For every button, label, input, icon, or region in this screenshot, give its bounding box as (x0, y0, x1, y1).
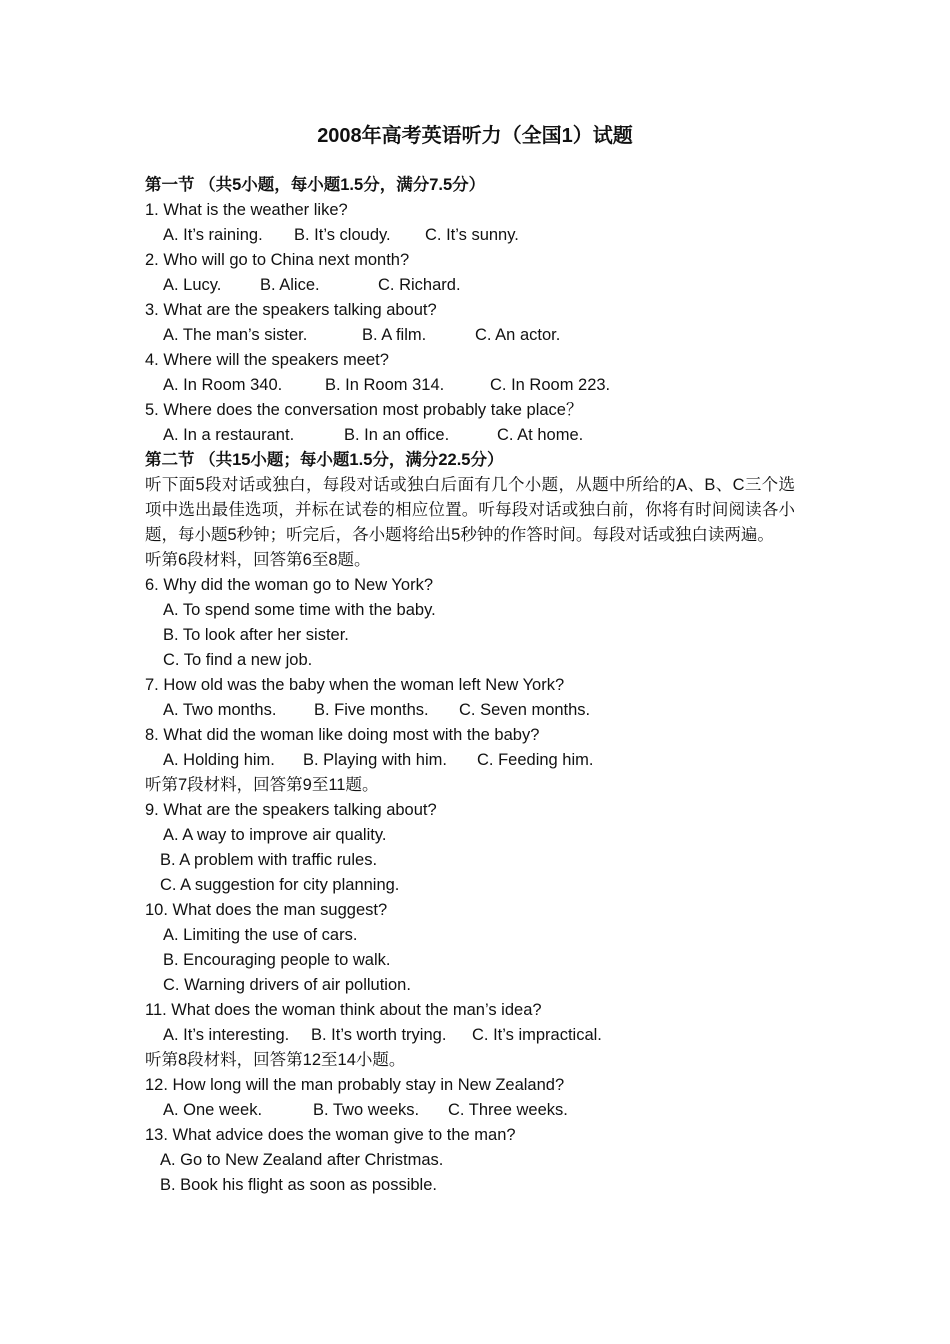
option-c: C. At home. (497, 426, 584, 444)
question-11-options (145, 1023, 795, 1048)
option-a: A. One week. (163, 1101, 263, 1119)
material-6-heading: 听第6段材料，回答第6至8题。 (145, 551, 371, 569)
option-b: B. Book his flight as soon as possible. (160, 1176, 437, 1194)
question-8-options (145, 748, 795, 773)
section1-heading: 第一节 （共5小题，每小题1.5分，满分7.5分） (145, 176, 486, 194)
question-12-options (145, 1098, 795, 1123)
option-c: C. It’s impractical. (472, 1026, 602, 1044)
option-c: C. An actor. (475, 326, 561, 344)
option-a: A. The man’s sister. (163, 326, 308, 344)
option-a: A. A way to improve air quality. (163, 826, 387, 844)
option-b: B. To look after her sister. (163, 626, 349, 644)
question-12: 12. How long will the man probably stay in New Zealand? (145, 1076, 565, 1094)
question-11: 11. What does the woman think about the man’s idea? (145, 1001, 542, 1019)
option-c: C. A suggestion for city planning. (160, 876, 400, 894)
question-1: 1. What is the weather like? (145, 201, 348, 219)
option-c: C. It’s sunny. (425, 226, 519, 244)
material-7-heading: 听第7段材料，回答第9至11题。 (145, 776, 379, 794)
option-a: A. Go to New Zealand after Christmas. (160, 1151, 444, 1169)
section2-instructions: 听下面5段对话或独白，每段对话或独白后面有几个小题，从题中所给的A、B、C三个选项中选出最佳选项，并标在试卷的相应位置。听每段对话或独白前，你将有时间阅读各小题，每小题5秒钟；听完后，各小题将给出5秒钟的作答时间。每段对话或独白读两遍。 (145, 476, 795, 544)
question-1-options (145, 223, 795, 248)
option-b: B. A film. (362, 326, 427, 344)
option-c: C. Three weeks. (448, 1101, 568, 1119)
question-9: 9. What are the speakers talking about? (145, 801, 437, 819)
option-b: B. Alice. (260, 276, 320, 294)
question-10: 10. What does the man suggest? (145, 901, 388, 919)
question-5-options (145, 423, 795, 448)
option-a: A. In Room 340. (163, 376, 283, 394)
option-a: A. Limiting the use of cars. (163, 926, 358, 944)
option-c: C. Richard. (378, 276, 461, 294)
question-6: 6. Why did the woman go to New York? (145, 576, 433, 594)
option-a: A. In a restaurant. (163, 426, 295, 444)
question-4-options (145, 373, 795, 398)
option-b: B. Five months. (314, 701, 429, 719)
question-3: 3. What are the speakers talking about? (145, 301, 437, 319)
question-4: 4. Where will the speakers meet? (145, 351, 389, 369)
material-8-heading: 听第8段材料，回答第12至14小题。 (145, 1051, 406, 1069)
section2-heading: 第二节 （共15小题；每小题1.5分，满分22.5分） (145, 451, 504, 469)
option-b: B. It’s cloudy. (294, 226, 391, 244)
option-c: C. Seven months. (459, 701, 591, 719)
option-a: A. It’s interesting. (163, 1026, 290, 1044)
option-a: A. It’s raining. (163, 226, 263, 244)
option-c: C. In Room 223. (490, 376, 611, 394)
option-b: B. In Room 314. (325, 376, 445, 394)
question-2: 2. Who will go to China next month? (145, 251, 410, 269)
option-b: B. Encouraging people to walk. (163, 951, 391, 969)
option-c: C. Feeding him. (477, 751, 594, 769)
option-c: C. Warning drivers of air pollution. (163, 976, 411, 994)
question-2-options (145, 273, 795, 298)
question-13: 13. What advice does the woman give to the man? (145, 1126, 516, 1144)
question-5: 5. Where does the conversation most probably take place？ (145, 401, 583, 419)
question-3-options (145, 323, 795, 348)
option-b: B. A problem with traffic rules. (160, 851, 378, 869)
option-a: A. Holding him. (163, 751, 275, 769)
option-b: B. Two weeks. (313, 1101, 420, 1119)
page-title: 2008年高考英语听力（全国1）试题 (317, 125, 633, 147)
question-7: 7. How old was the baby when the woman left New York? (145, 676, 565, 694)
option-b: B. In an office. (344, 426, 450, 444)
option-a: A. To spend some time with the baby. (163, 601, 436, 619)
option-a: A. Two months. (163, 701, 277, 719)
option-a: A. Lucy. (163, 276, 222, 294)
document-body (145, 173, 795, 1198)
question-7-options (145, 698, 795, 723)
option-c: C. To find a new job. (163, 651, 313, 669)
option-b: B. Playing with him. (303, 751, 447, 769)
option-b: B. It’s worth trying. (311, 1026, 447, 1044)
question-8: 8. What did the woman like doing most with the baby? (145, 726, 540, 744)
